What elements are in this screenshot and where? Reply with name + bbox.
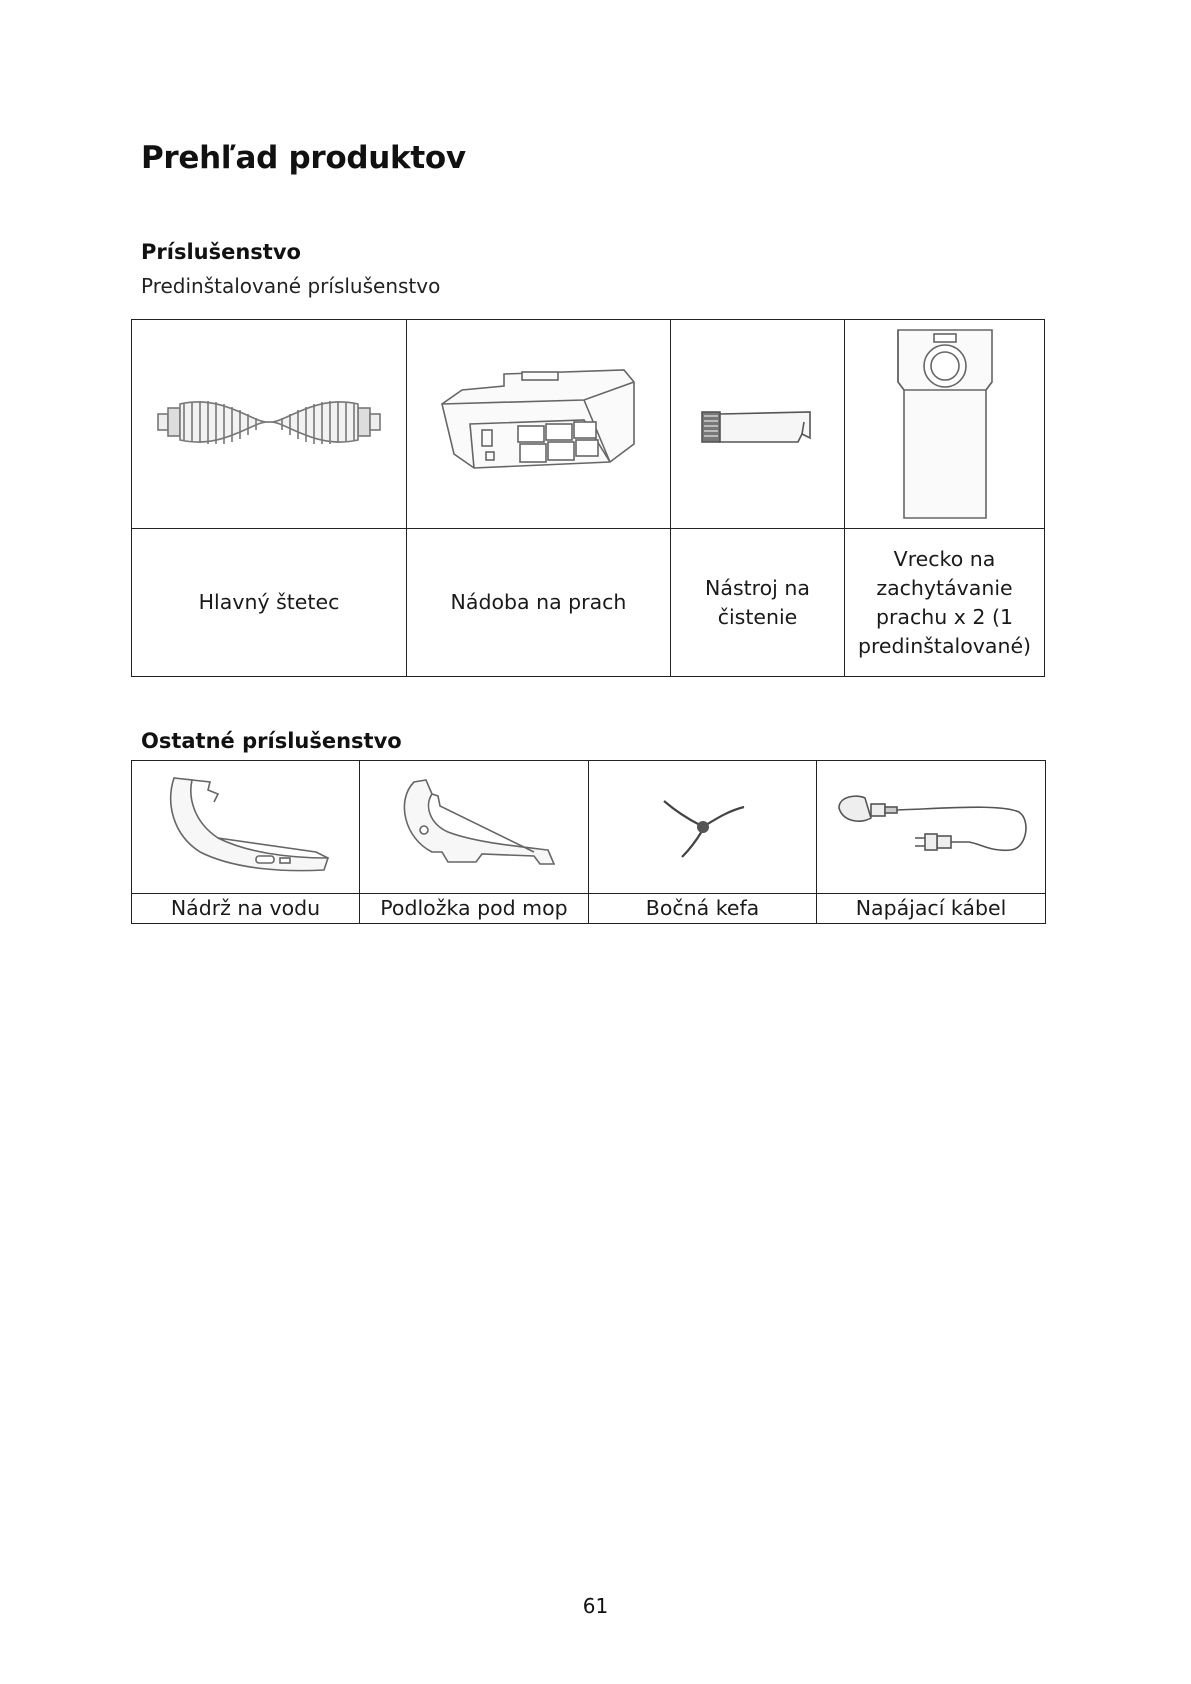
mop-pad-icon: [384, 772, 564, 882]
label-cell-dust-bag: Vrecko na zachytávanie prachu x 2 (1 predinštalované): [845, 529, 1045, 677]
water-tank-icon: [156, 772, 336, 882]
label-cell-side-brush: Bočná kefa: [589, 894, 817, 924]
image-cell-water-tank: [132, 761, 360, 894]
section-heading-accessories: Príslušenstvo: [141, 240, 301, 264]
cleaning-tool-icon: [698, 394, 818, 454]
preinstalled-accessories-table: [131, 319, 1045, 677]
label-cell-main-brush: Hlavný štetec: [132, 529, 407, 677]
label-cell-power-cable: Napájací kábel: [817, 894, 1046, 924]
image-cell-main-brush: [132, 320, 407, 529]
section-heading-other-accessories: Ostatné príslušenstvo: [141, 729, 402, 753]
side-brush-icon: [648, 787, 758, 867]
page-title: Prehľad produktov: [141, 140, 466, 176]
other-accessories-table: [131, 760, 1046, 924]
image-cell-mop-pad: [360, 761, 589, 894]
dust-bin-icon: [434, 364, 644, 484]
label-cell-dust-bin: Nádoba na prach: [407, 529, 671, 677]
dust-bag-icon: [890, 326, 1000, 522]
label-cell-mop-pad: Podložka pod mop: [360, 894, 589, 924]
image-cell-dust-bag: [845, 320, 1045, 529]
main-brush-icon: [154, 384, 384, 464]
image-cell-side-brush: [589, 761, 817, 894]
label-cell-water-tank: Nádrž na vodu: [132, 894, 360, 924]
label-cell-cleaning-tool: Nástroj na čistenie: [671, 529, 845, 677]
image-cell-dust-bin: [407, 320, 671, 529]
image-cell-cleaning-tool: [671, 320, 845, 529]
image-cell-power-cable: [817, 761, 1046, 894]
page-number: 61: [582, 1594, 609, 1618]
power-cable-icon: [831, 782, 1031, 872]
section-subheading-preinstalled: Predinštalované príslušenstvo: [141, 274, 441, 298]
